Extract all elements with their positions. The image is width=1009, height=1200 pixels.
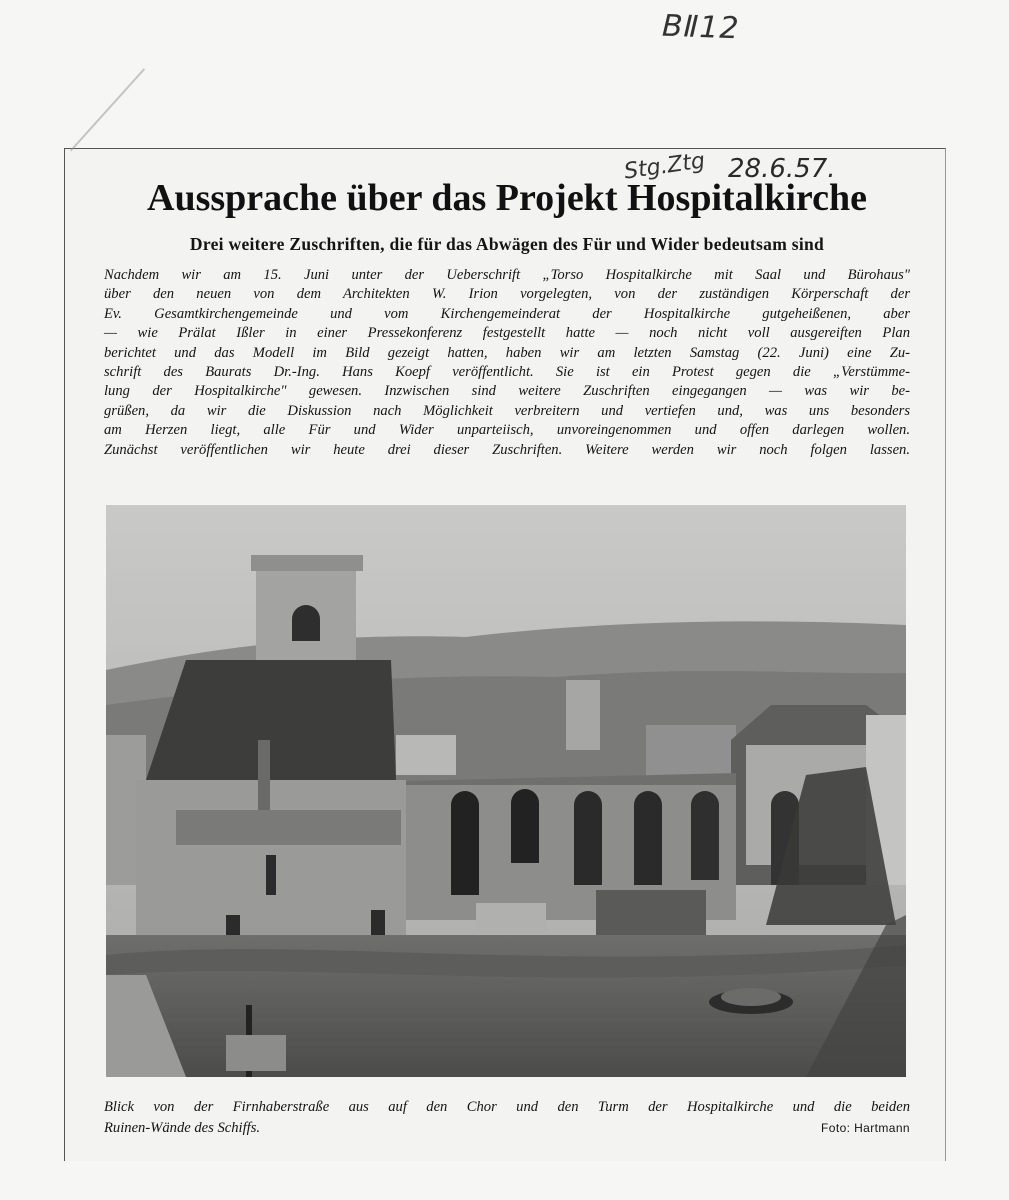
archive-mark: BⅡ12 (661, 8, 741, 47)
intro-line: — wie Prälat Ißler in einer Pressekonferenz festgestellt hatte — noch nicht voll ausgereiften Plan (104, 325, 910, 342)
intro-line: Zunächst veröffentlichen wir heute drei dieser Zuschriften. Weitere werden wir noch folgen lassen. (104, 441, 910, 458)
intro-line: berichtet und das Modell im Bild gezeigt hatten, haben wir am letzten Samstag (22. Juni) eine Zu- (104, 344, 910, 361)
intro-line: schrift des Baurats Dr.-Ing. Hans Koepf veröffentlicht. Sie ist ein Protest gegen die „Verstümme- (104, 364, 910, 381)
paper-crease (70, 68, 145, 151)
photo-caption (104, 1097, 910, 1139)
intro-line: über den neuen von dem Architekten W. Irion vorgelegten, von der zuständigen Körperschaft der (104, 286, 910, 303)
handwritten-source-note: Stg.Ztg (622, 148, 707, 185)
article-intro (104, 266, 910, 460)
caption-line: Blick von der Firnhaberstraße aus auf den Chor und den Turm der Hospitalkirche und die beiden (104, 1099, 910, 1115)
intro-line: Nachdem wir am 15. Juni unter der Ueberschrift „Torso Hospitalkirche mit Saal und Bürohaus" (104, 267, 910, 283)
article-subheadline: Drei weitere Zuschriften, die für das Abwägen des Für und Wider bedeutsam sind (189, 234, 825, 254)
article-headline: Aussprache über das Projekt Hospitalkirche (147, 177, 867, 219)
intro-line: Ev. Gesamtkirchengemeinde und vom Kirchengemeinderat der Hospitalkirche gutgeheißenen, aber (104, 305, 910, 322)
intro-line: lung der Hospitalkirche" gewesen. Inzwischen sind weitere Zuschriften eingegangen — was wir be- (104, 383, 910, 400)
photo-credit: Foto: Hartmann (821, 1121, 910, 1135)
intro-line: am Herzen liegt, alle Für und Wider unparteiisch, unvoreingenommen und offen darlegen wollen. (104, 422, 910, 439)
church-photo (106, 505, 906, 1077)
caption-line: Ruinen-Wände des Schiffs. (104, 1120, 261, 1136)
handwritten-date-note: 28.6.57. (728, 154, 836, 184)
intro-line: grüßen, da wir die Diskussion nach Möglichkeit verbreitern und vertiefen und, was uns besonders (104, 402, 910, 419)
